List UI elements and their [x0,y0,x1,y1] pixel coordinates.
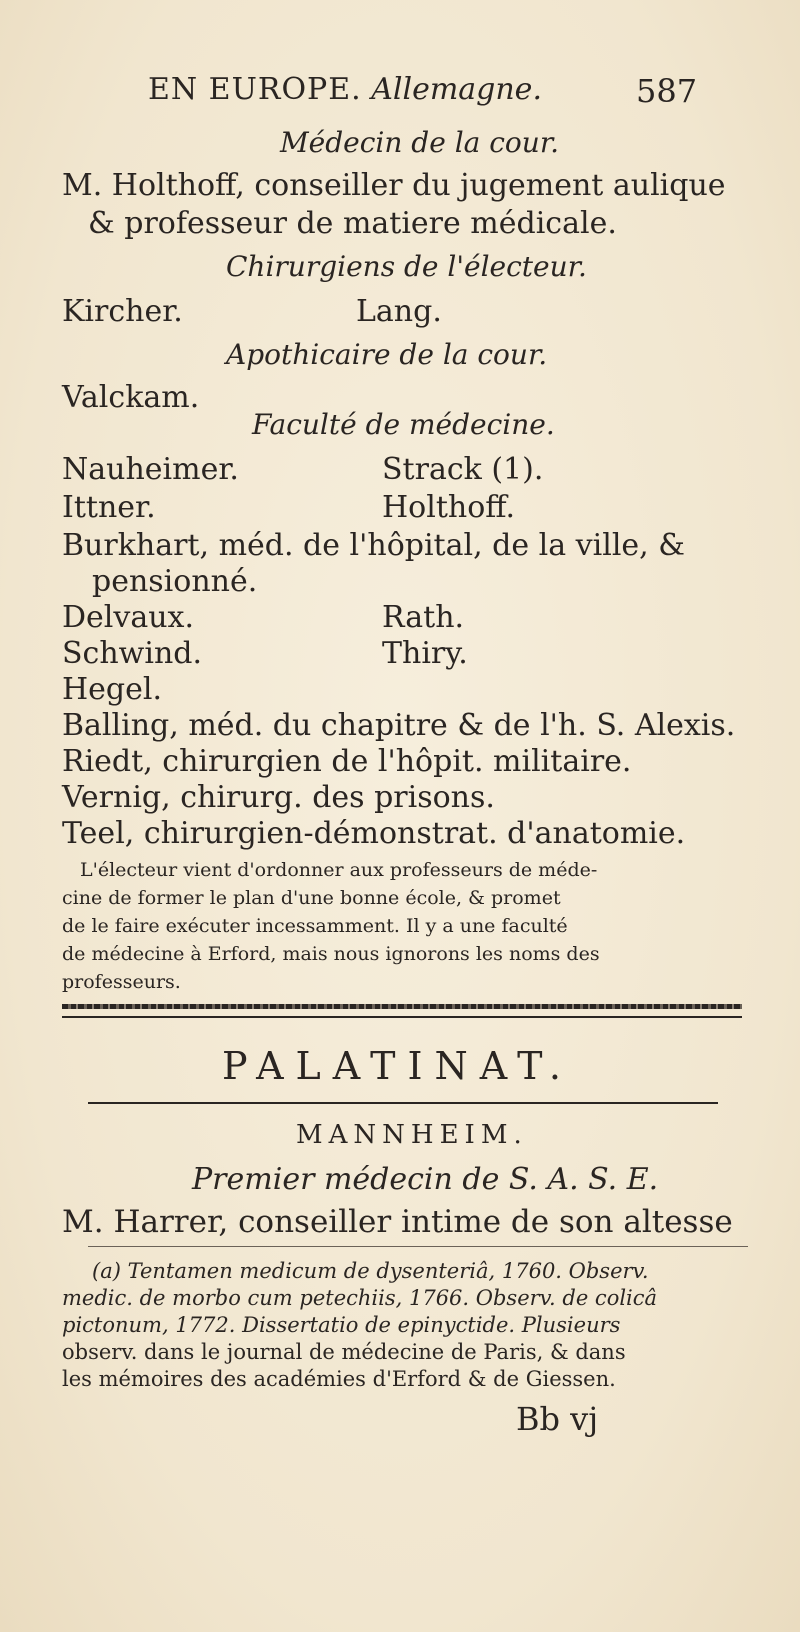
teel: Teel, chirurgien-démonstrat. d'anatomie. [62,816,686,851]
faculty-left-1: Nauheimer. [62,452,239,487]
page-number: 587 [636,72,698,110]
holthoff-line-1: M. Holthoff, conseiller du jugement aulique [62,168,726,203]
footnote-rule [88,1246,748,1247]
note-line-3: de le faire exécuter incessamment. Il y a une faculté [62,915,568,937]
footnote-line-4: observ. dans le journal de médecine de Paris, & dans [62,1340,626,1364]
holthoff-line-2: & professeur de matiere médicale. [88,206,617,241]
note-line-1: L'électeur vient d'ordonner aux professeurs de méde- [80,859,598,881]
faculty-right-1: Strack (1). [382,452,544,487]
heading-apothicaire: Apothicaire de la cour. [226,338,548,371]
apothecary-valckam: Valckam. [62,380,200,415]
faculty-left-3: Delvaux. [62,600,195,635]
running-head [148,72,542,107]
faculty-left-4: Schwind. [62,636,203,671]
surgeon-kircher: Kircher. [62,294,183,329]
running-head-italic: Allemagne. [371,72,542,107]
faculty-left-2: Ittner. [62,490,156,525]
footnote-line-3: pictonum, 1772. Dissertatio de epinyctide. Plusieurs [62,1313,621,1337]
heading-chirurgiens: Chirurgiens de l'électeur. [226,250,587,283]
running-head-text: EN EUROPE. [148,72,362,107]
heading-medecin-cour: Médecin de la cour. [280,126,560,159]
signature-mark: Bb vj [516,1400,599,1438]
footnote-line-2: medic. de morbo cum petechiis, 1766. Observ. de colicâ [62,1286,658,1310]
vernig: Vernig, chirurg. des prisons. [62,780,495,815]
surgeon-lang: Lang. [356,294,442,329]
faculty-right-2: Holthoff. [382,490,516,525]
balling: Balling, méd. du chapitre & de l'h. S. Alexis. [62,708,736,743]
note-line-5: professeurs. [62,971,181,993]
riedt: Riedt, chirurgien de l'hôpit. militaire. [62,744,632,779]
footnote-line-5: les mémoires des académies d'Erford & de Giessen. [62,1367,616,1391]
note-line-2: cine de former le plan d'une bonne école, & promet [62,887,561,909]
title-rule [88,1102,718,1104]
ornamental-rule-thin [62,1016,742,1018]
burkhart-line-1: Burkhart, méd. de l'hôpital, de la ville, & [62,528,685,563]
heading-premier-medecin: Premier médecin de S. A. S. E. [192,1162,659,1197]
footnote-line-1: (a) Tentamen medicum de dysenteriâ, 1760. Observ. [92,1259,649,1283]
faculty-right-4: Thiry. [382,636,468,671]
ornamental-rule-thick [62,1004,742,1009]
section-title-palatinat: PALATINAT. [222,1044,573,1088]
heading-faculte: Faculté de médecine. [252,408,555,441]
note-line-4: de médecine à Erford, mais nous ignorons les noms des [62,943,600,965]
city-mannheim: MANNHEIM. [296,1120,528,1150]
burkhart-line-2: pensionné. [92,564,258,599]
faculty-right-3: Rath. [382,600,465,635]
hegel: Hegel. [62,672,163,707]
harrer-line: M. Harrer, conseiller intime de son altesse [62,1204,733,1240]
